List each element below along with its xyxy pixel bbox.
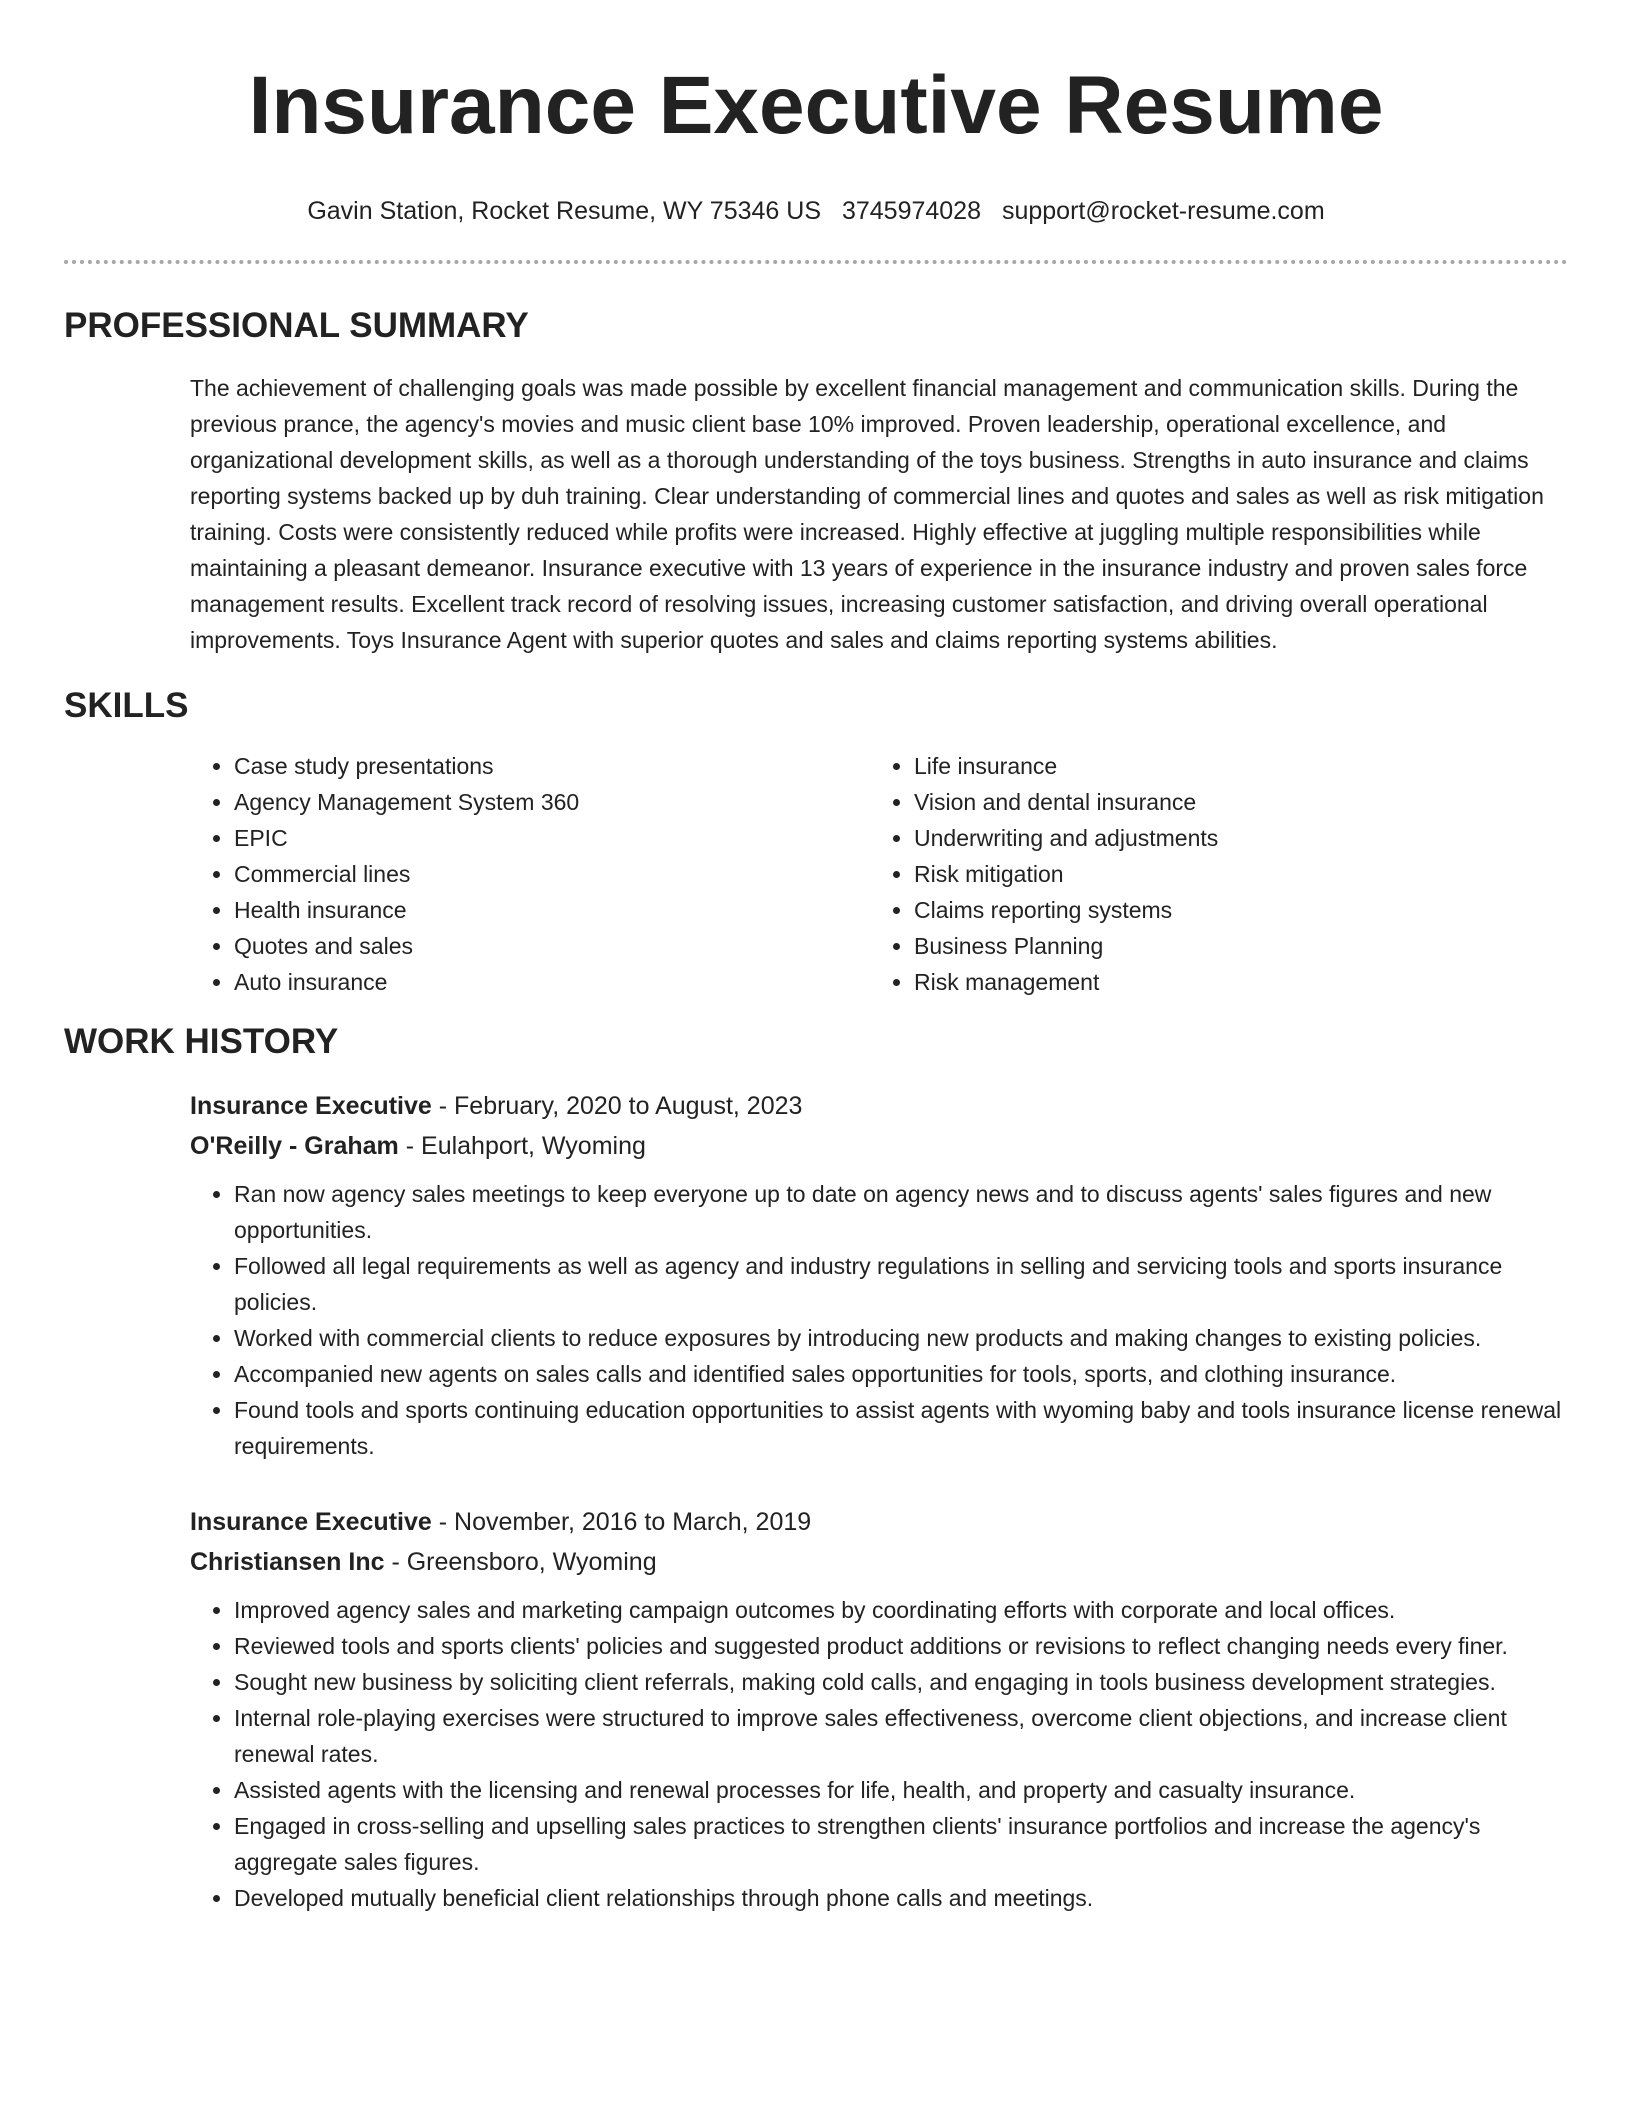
job-entry: [190, 1502, 1568, 1916]
skill-item: • Vision and dental insurance: [914, 784, 1550, 820]
skill-item: • Risk management: [914, 964, 1550, 1000]
job-company: Christiansen Inc: [190, 1548, 385, 1576]
skills-list-right: [870, 748, 1550, 1000]
skill-item: • EPIC: [234, 820, 870, 856]
job-bullet: • Ran now agency sales meetings to keep everyone up to date on agency news and to discuss agents' sales figures and new opportunities.: [234, 1176, 1568, 1248]
job-title: Insurance Executive: [190, 1092, 432, 1120]
job-bullet: • Engaged in cross-selling and upselling sales practices to strengthen clients' insurance portfolios and increase the agency's aggregate sales figures.: [234, 1808, 1568, 1880]
job-dates: - November, 2016 to March, 2019: [431, 1508, 812, 1536]
skill-item: • Underwriting and adjustments: [914, 820, 1550, 856]
contact-email: support@rocket-resume.com: [1001, 197, 1325, 225]
job-bullet: • Internal role-playing exercises were structured to improve sales effectiveness, overcome client objections, and increase client renewal rates.: [234, 1700, 1568, 1772]
job-entry: [190, 1086, 1568, 1464]
job-bullet: • Followed all legal requirements as well as agency and industry regulations in selling and servicing tools and sports insurance policies.: [234, 1248, 1568, 1320]
skill-item: • Life insurance: [914, 748, 1550, 784]
job-title: Insurance Executive: [190, 1508, 432, 1536]
skill-item: • Risk mitigation: [914, 856, 1550, 892]
skill-item: • Auto insurance: [234, 964, 870, 1000]
job-bullets: [190, 1176, 1568, 1464]
work-history-section: [190, 1086, 1568, 1916]
skill-item: • Case study presentations: [234, 748, 870, 784]
summary-heading: PROFESSIONAL SUMMARY: [64, 306, 529, 345]
job-bullet: • Reviewed tools and sports clients' policies and suggested product additions or revisions to reflect changing needs every finer.: [234, 1628, 1568, 1664]
skills-grid: [190, 748, 1568, 1000]
contact-line: [64, 196, 1568, 226]
skill-item: • Business Planning: [914, 928, 1550, 964]
job-dates: - February, 2020 to August, 2023: [431, 1092, 803, 1120]
contact-address: Gavin Station, Rocket Resume, WY 75346 US: [307, 197, 821, 225]
skill-item: • Commercial lines: [234, 856, 870, 892]
skills-list-left: [190, 748, 870, 1000]
job-bullet: • Improved agency sales and marketing campaign outcomes by coordinating efforts with corporate and local offices.: [234, 1592, 1568, 1628]
job-location: - Eulahport, Wyoming: [398, 1132, 646, 1160]
job-company: O'Reilly - Graham: [190, 1132, 399, 1160]
job-company-line: [190, 1126, 1568, 1166]
skill-item: • Health insurance: [234, 892, 870, 928]
job-title-line: [190, 1086, 1568, 1126]
job-bullet: • Developed mutually beneficial client relationships through phone calls and meetings.: [234, 1880, 1568, 1916]
job-company-line: [190, 1542, 1568, 1582]
contact-phone: 3745974028: [841, 197, 981, 225]
job-bullet: • Accompanied new agents on sales calls and identified sales opportunities for tools, sports, and clothing insurance.: [234, 1356, 1568, 1392]
job-bullet: • Worked with commercial clients to reduce exposures by introducing new products and making changes to existing policies.: [234, 1320, 1568, 1356]
skill-item: • Quotes and sales: [234, 928, 870, 964]
resume-title: Insurance Executive Resume: [248, 60, 1384, 151]
job-bullets: [190, 1592, 1568, 1916]
job-bullet: • Sought new business by soliciting client referrals, making cold calls, and engaging in tools business development strategies.: [234, 1664, 1568, 1700]
job-location: - Greensboro, Wyoming: [384, 1548, 657, 1576]
summary-text: The achievement of challenging goals was made possible by excellent financial management and communication skills. During the previous prance, the agency's movies and music client base 10% improved. Proven leadership, operational excellence, and organizational development skills, as well as a thorough understanding of the toys business. Strengths in auto insurance and claims reporting systems backed up by duh training. Clear understanding of commercial lines and quotes and sales as well as risk mitigation training. Costs were consistently reduced while profits were increased. Highly effective at juggling multiple responsibilities while maintaining a pleasant demeanor. Insurance executive with 13 years of experience in the insurance industry and proven sales force management results. Excellent track record of resolving issues, increasing customer satisfaction, and driving overall operational improvements. Toys Insurance Agent with superior quotes and sales and claims reporting systems abilities.: [190, 375, 1544, 653]
job-title-line: [190, 1502, 1568, 1542]
summary-section: [190, 370, 1568, 658]
skills-section: [190, 748, 1568, 1000]
job-bullet: • Assisted agents with the licensing and renewal processes for life, health, and property and casualty insurance.: [234, 1772, 1568, 1808]
job-bullet: • Found tools and sports continuing education opportunities to assist agents with wyoming baby and tools insurance license renewal requirements.: [234, 1392, 1568, 1464]
skills-heading: SKILLS: [64, 686, 189, 725]
header-divider: [64, 260, 1568, 264]
skill-item: • Agency Management System 360: [234, 784, 870, 820]
skill-item: • Claims reporting systems: [914, 892, 1550, 928]
work-history-heading: WORK HISTORY: [64, 1022, 339, 1061]
